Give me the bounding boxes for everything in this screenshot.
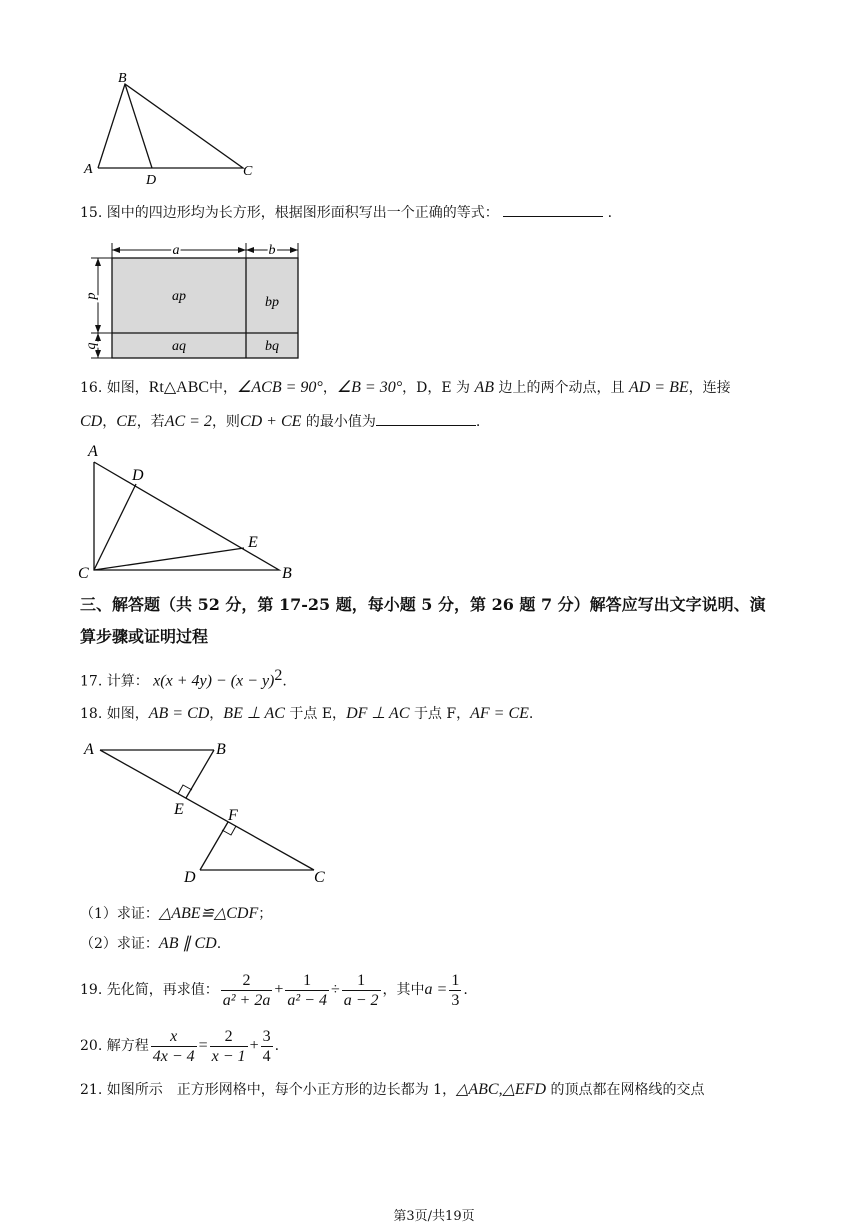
- label-C: C: [78, 565, 89, 582]
- label-C: C: [314, 869, 325, 886]
- label-A: A: [84, 741, 94, 758]
- q20-plus: +: [249, 1037, 259, 1054]
- question-19: [80, 966, 468, 1014]
- q18-part2-label: （2）求证：: [80, 936, 159, 952]
- figure-q18-triangles: [80, 736, 340, 888]
- q18-part2-end: .: [216, 936, 222, 952]
- q19-fraction-1: $\frac{2}{\text{a² + 2a}}$: [222, 971, 271, 1009]
- label-q: q: [84, 342, 99, 350]
- q18-part1-expression: △ABE≌△CDF: [158, 905, 259, 922]
- q17-text: 计算：: [106, 673, 149, 690]
- q15-end: .: [607, 205, 613, 221]
- q18-part1-label: （1）求证：: [80, 906, 159, 922]
- q19-end: .: [463, 982, 468, 998]
- label-bq: bq: [265, 339, 279, 354]
- q19-fraction-2: $\frac{1}{\text{a² − 4}}$: [287, 971, 327, 1009]
- label-D: D: [184, 869, 196, 886]
- figure-q16-triangle: [76, 440, 306, 582]
- label-E: E: [174, 801, 184, 818]
- label-E: E: [248, 534, 258, 551]
- label-b: b: [268, 243, 276, 258]
- q16-text: ，则: [211, 414, 240, 430]
- q16-text: ，D，E 为: [402, 380, 471, 396]
- q18-part1-end: ；: [258, 906, 273, 922]
- figure-q15-rectangles: [82, 238, 307, 366]
- q21-text: 的顶点都在网格线的交点: [550, 1082, 705, 1098]
- q19-plus: +: [274, 981, 284, 998]
- label-a: a: [172, 243, 180, 258]
- q20-fraction-1: $\frac{x}{4x - 4}$: [152, 1027, 195, 1065]
- q19-number: 19.: [80, 982, 103, 998]
- q20-number: 20.: [80, 1038, 103, 1054]
- label-B: B: [282, 565, 292, 582]
- label-bp: bp: [265, 295, 279, 310]
- label-D: D: [132, 467, 144, 484]
- q16-math-rt-triangle: Rt△ABC: [148, 379, 210, 396]
- q16-text: ，连接: [688, 380, 731, 396]
- q19-text: ，其中: [382, 982, 425, 998]
- q16-math-angle-b: ∠B = 30°: [336, 379, 403, 396]
- question-16-line1: [80, 378, 731, 398]
- q16-math-angle-acb: ∠ACB = 90°: [237, 379, 323, 396]
- q16-text: ，: [322, 380, 337, 396]
- q16-text: 边上的两个动点，且: [498, 380, 625, 396]
- q17-number: 17.: [80, 673, 103, 690]
- q18-math-af-ce: AF = CE: [470, 705, 529, 722]
- q15-text: 图中的四边形均为长方形，根据图形面积写出一个正确的等式：: [106, 205, 499, 221]
- q18-text: 于点 E，: [289, 706, 347, 722]
- label-aq: aq: [172, 339, 186, 354]
- section-3-heading-line1: 三、解答题（共 52 分，第 17-25 题，每小题 5 分，第 26 题 7 分）解答应写出文字说明、演: [80, 595, 766, 614]
- q18-math-be-ac: BE ⊥ AC: [223, 705, 285, 722]
- q16-math-cd-ce: CD + CE: [239, 413, 302, 430]
- label-ap: ap: [172, 289, 186, 304]
- q16-math-ce: CE: [116, 413, 137, 430]
- q18-text: ，: [209, 706, 224, 722]
- q21-text: 如图所示 正方形网格中，每个小正方形的边长都为 1，: [106, 1082, 457, 1098]
- question-18-part2: [80, 934, 221, 954]
- q16-answer-blank[interactable]: [376, 411, 476, 426]
- q17-end: .: [282, 673, 287, 690]
- q18-part2-expression: AB ∥ CD: [158, 935, 217, 952]
- q19-fraction-4: $\frac{1}{3}$: [451, 971, 460, 1009]
- q16-math-ab: AB: [474, 379, 495, 396]
- q16-text: ，: [102, 414, 117, 430]
- label-B: B: [118, 71, 127, 86]
- q16-math-ad-be: AD = BE: [628, 379, 689, 396]
- q18-math-ab-cd: AB = CD: [148, 705, 210, 722]
- label-C: C: [243, 164, 253, 179]
- q18-number: 18.: [80, 706, 103, 722]
- q16-math-cd: CD: [80, 413, 103, 430]
- label-p: p: [84, 292, 99, 300]
- q16-text: ，若: [136, 414, 165, 430]
- q16-text: 如图，: [106, 380, 149, 396]
- q16-math-ac: AC = 2: [164, 413, 212, 430]
- question-18-part1: [80, 904, 272, 924]
- q21-number: 21.: [80, 1082, 103, 1098]
- question-20: [80, 1022, 279, 1070]
- question-21: [80, 1080, 704, 1100]
- q17-expression: x(x + 4y) − (x − y): [153, 672, 275, 690]
- question-17: [80, 666, 287, 692]
- question-16-line2: [80, 411, 480, 432]
- label-A: A: [88, 443, 98, 460]
- q19-fraction-3: $\frac{1}{a - 2}$: [343, 971, 379, 1009]
- question-15: [80, 202, 612, 223]
- question-18: [80, 704, 533, 724]
- page-footer: 第3页/共19页: [393, 1209, 475, 1224]
- q18-end: .: [528, 706, 534, 722]
- label-F: F: [228, 807, 238, 824]
- q15-answer-blank[interactable]: [503, 202, 603, 217]
- figure-q14-triangle: [80, 68, 270, 188]
- q20-equals: =: [198, 1037, 208, 1054]
- q15-number: 15.: [80, 205, 103, 221]
- q16-number: 16.: [80, 380, 103, 396]
- q19-divide: ÷: [330, 981, 340, 998]
- q18-math-df-ac: DF ⊥ AC: [346, 705, 410, 722]
- q19-variable: a =: [424, 981, 448, 998]
- label-B: B: [216, 741, 226, 758]
- q17-exponent: 2: [274, 667, 283, 684]
- q16-text: 的最小值为: [305, 414, 376, 430]
- section-3-heading-line2: 算步骤或证明过程: [80, 627, 209, 646]
- q18-text: 如图，: [106, 706, 149, 722]
- q20-text: 解方程: [106, 1038, 149, 1054]
- q18-text: 于点 F，: [413, 706, 471, 722]
- q19-text: 先化简，再求值：: [106, 982, 219, 998]
- q16-text: 中，: [209, 380, 238, 396]
- q20-end: .: [274, 1038, 280, 1054]
- q20-fraction-2: $\frac{2}{x - 1}$: [211, 1027, 246, 1065]
- label-D: D: [146, 173, 157, 188]
- q20-fraction-3: $\frac{3}{4}$: [262, 1027, 271, 1065]
- q16-end: .: [475, 414, 481, 430]
- label-A: A: [84, 162, 93, 177]
- q21-math-triangles: △ABC,△EFD: [456, 1081, 547, 1098]
